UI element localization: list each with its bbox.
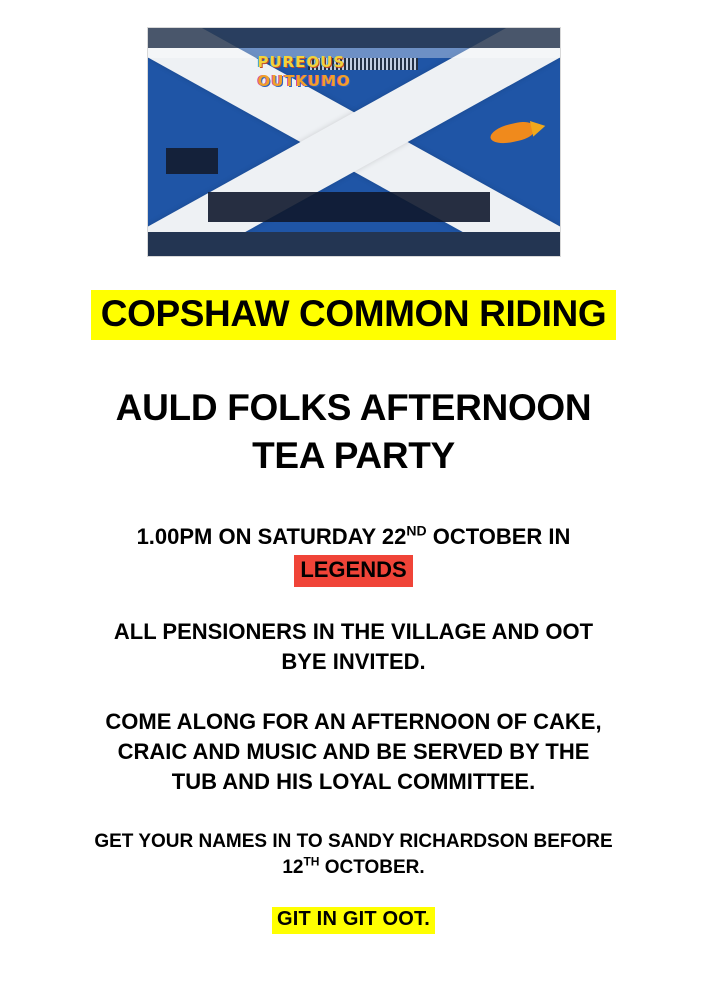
banner-lettering-line2: OUTKUMO — [257, 72, 351, 90]
saltire-flag-photo — [148, 28, 560, 256]
photo-bottom-strip — [148, 232, 560, 256]
closing-slogan: GIT IN GIT OOT. — [272, 907, 435, 934]
body-line2: CRAIC AND MUSIC AND BE SERVED BY THE — [117, 739, 590, 764]
body-line1: COME ALONG FOR AN AFTERNOON OF CAKE, — [105, 709, 602, 734]
event-datetime-prefix: 1.00PM ON SATURDAY 22 — [136, 524, 407, 549]
banner-lettering-line1: PUREOUS — [257, 53, 346, 71]
event-datetime — [34, 522, 674, 587]
rsvp-line1: GET YOUR NAMES IN TO SANDY RICHARDSON BEFORE — [94, 831, 613, 852]
rsvp-text — [34, 829, 674, 881]
fish-decoration-icon — [488, 120, 535, 147]
rsvp-line2 — [34, 855, 674, 881]
event-headline-line2: TEA PARTY — [252, 435, 455, 476]
invitation-line2: BYE INVITED. — [281, 649, 426, 674]
event-venue: LEGENDS — [294, 555, 412, 587]
rsvp-deadline-number: 12 — [282, 857, 304, 878]
photo-dark-band — [208, 192, 490, 222]
event-headline-line1: AULD FOLKS AFTERNOON — [115, 387, 592, 428]
rsvp-deadline-month: OCTOBER. — [319, 857, 425, 878]
banner-lettering — [258, 54, 428, 114]
event-headline — [34, 384, 674, 480]
invitation-line1: ALL PENSIONERS IN THE VILLAGE AND OOT — [113, 619, 594, 644]
page-title: COPSHAW COMMON RIDING — [91, 290, 616, 340]
event-date-ordinal: ND — [406, 522, 427, 539]
body-line3: TUB AND HIS LOYAL COMMITTEE. — [171, 769, 536, 794]
photo-dark-block — [166, 148, 218, 174]
body-text — [44, 707, 664, 797]
photo-top-strip — [148, 28, 560, 48]
event-datetime-suffix: OCTOBER IN — [426, 524, 571, 549]
rsvp-deadline-ordinal: TH — [303, 854, 320, 869]
invitation-text — [44, 617, 664, 677]
scotland-flag-graphic — [148, 28, 560, 256]
